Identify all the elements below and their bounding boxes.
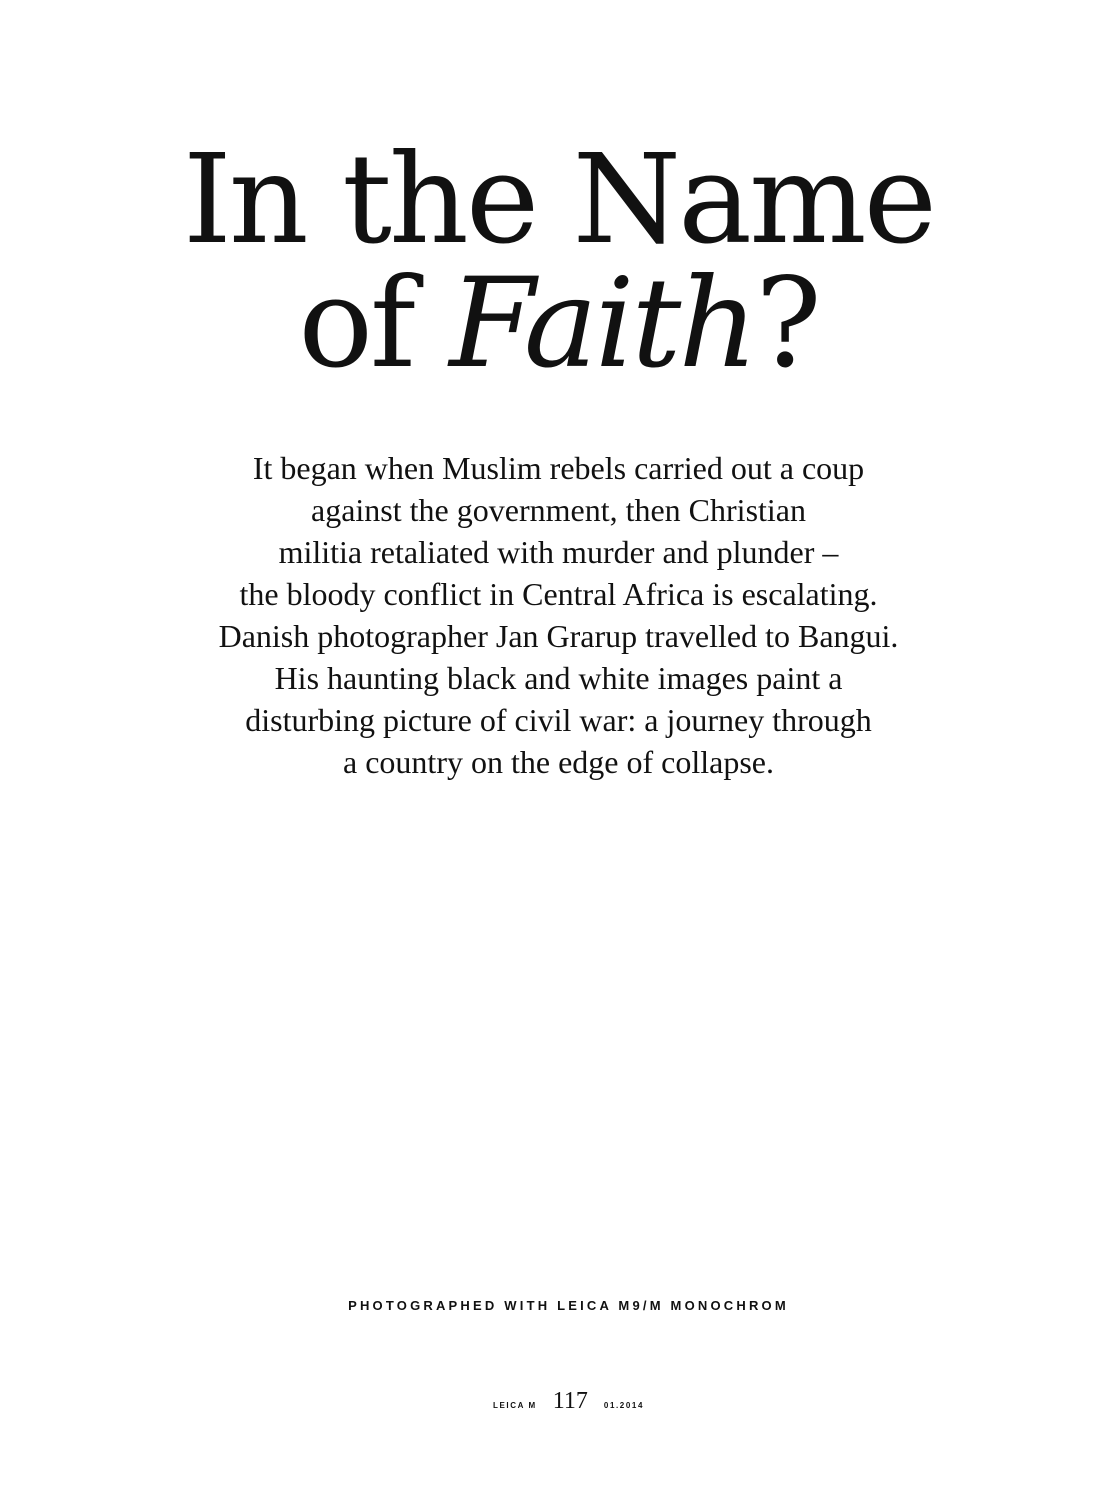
issue-date: 01.2014 — [603, 1401, 645, 1410]
title-line-2 — [0, 252, 1117, 396]
title-line-1: In the Name — [182, 128, 935, 272]
title-italic-word: Faith — [449, 252, 756, 396]
intro-line: a country on the edge of collapse. — [343, 744, 774, 780]
title-line-2-suffix: ? — [755, 252, 819, 396]
page-number: 117 — [552, 1388, 588, 1414]
intro-line: against the government, then Christian — [311, 492, 806, 528]
intro-line: militia retaliated with murder and plunder – — [278, 534, 839, 570]
intro-paragraph — [140, 447, 977, 783]
intro-line: disturbing picture of civil war: a journey through — [245, 702, 872, 738]
intro-line: the bloody conflict in Central Africa is escalating. — [239, 576, 878, 612]
title-line-2-prefix: of — [298, 252, 450, 396]
magazine-name: LEICA M — [492, 1401, 537, 1410]
page-footer — [0, 1388, 1117, 1415]
article-title — [0, 128, 1117, 396]
intro-line: It began when Muslim rebels carried out a coup — [252, 450, 865, 486]
photo-credit: PHOTOGRAPHED WITH LEICA M9/M MONOCHROM — [348, 1298, 789, 1313]
intro-line: His haunting black and white images paint a — [274, 660, 843, 696]
intro-line: Danish photographer Jan Grarup travelled to Bangui. — [218, 618, 899, 654]
